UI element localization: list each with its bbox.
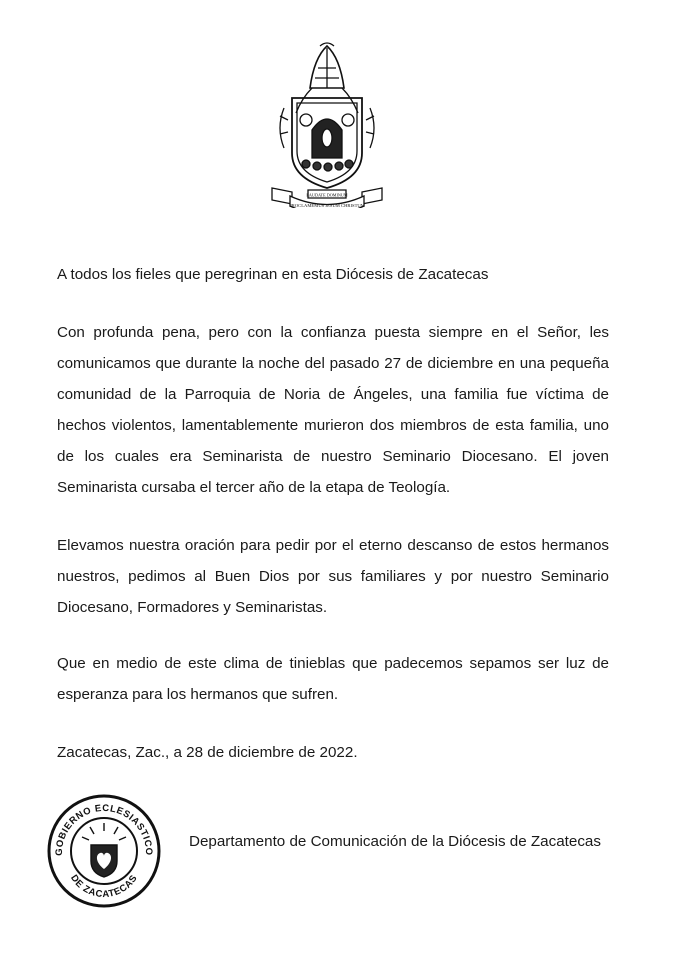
signature-department: Departamento de Comunicación de la Diócesis de Zacatecas [189,833,601,850]
letter-paragraph-1: Con profunda pena, pero con la confianza puesta siempre en el Señor, les comunicamos que durante la noche del pasado 27 de diciembre en una pequeña comunidad de la Parroquia de Noria de Ángeles, una familia fue víctima de hechos violentos, lamentablemente murieron dos miembros de esta familia, uno de los cuales era Seminarista de nuestro Seminario Diocesano. El joven Seminarista cursaba el tercer año de la etapa de Teología. [57,324,609,496]
svg-text:PROCLAMEMUS JESUM CHRISTUM: PROCLAMEMUS JESUM CHRISTUM [289,203,365,208]
diocesan-seal-icon [46,793,161,908]
letter-greeting: A todos los fieles que peregrinan en esta Diócesis de Zacatecas [57,266,489,283]
svg-text:GOBIERNO ECLESIASTICO: GOBIERNO ECLESIASTICO [53,802,155,856]
coat-of-arms-icon [262,38,392,208]
letter-paragraph-3: Que en medio de este clima de tinieblas que padecemos sepamos ser luz de esperanza para los hermanos que sufren. [57,655,609,703]
letter-dateline: Zacatecas, Zac., a 28 de diciembre de 2022. [57,744,358,761]
svg-text:LAUDATE DOMINUM: LAUDATE DOMINUM [306,192,348,198]
svg-text:DE ZACATECAS: DE ZACATECAS [68,872,140,901]
letter-paragraph-2: Elevamos nuestra oración para pedir por el eterno descanso de estos hermanos nuestros, pedimos al Buen Dios por sus familiares y por nuestro Seminario Diocesano, Formadores y Seminaristas. [57,537,609,616]
